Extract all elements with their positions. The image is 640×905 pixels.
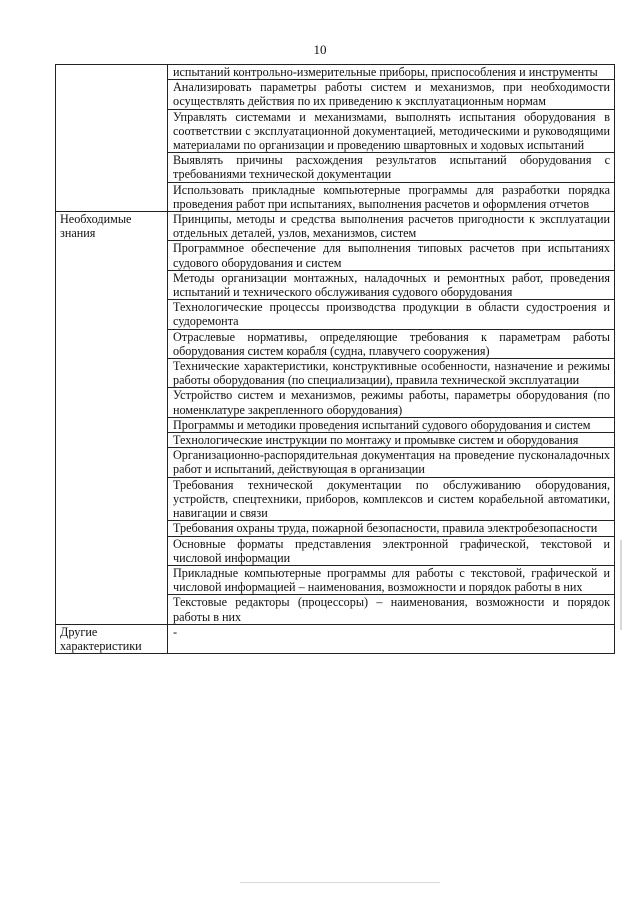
page-number: 10 [313, 42, 327, 57]
requirement-item-cell: Технические характеристики, конструктивные особенности, назначение и режимы работы оборудования (по специализации), правила технической эксплуатации [168, 359, 615, 388]
row-label-cell: Необходимые знания [56, 212, 168, 625]
requirement-item-cell: Программное обеспечение для выполнения типовых расчетов при испытаниях судового оборудования и систем [168, 241, 615, 270]
requirement-item-cell: Устройство систем и механизмов, режимы работы, параметры оборудования (по номенклатуре закрепленного оборудования) [168, 388, 615, 417]
requirement-item-cell: испытаний контрольно-измерительные приборы, приспособления и инструменты [168, 65, 615, 80]
scan-artifact [620, 540, 622, 630]
requirement-item-cell: Использовать прикладные компьютерные программы для разработки порядка проведения работ при испытаниях, выполнения расчетов и оформления отчетов [168, 182, 615, 211]
requirement-item-cell: Методы организации монтажных, наладочных и ремонтных работ, проведения испытаний и технического обслуживания судового оборудования [168, 270, 615, 299]
requirement-item-cell: Принципы, методы и средства выполнения расчетов пригодности к эксплуатации отдельных деталей, узлов, механизмов, систем [168, 212, 615, 241]
requirement-item-cell: Требования охраны труда, пожарной безопасности, правила электробезопасности [168, 521, 615, 536]
requirement-item-cell: Анализировать параметры работы систем и механизмов, при необходимости осуществлять действия по их приведению к эксплуатационным нормам [168, 80, 615, 109]
requirements-table-body [56, 65, 615, 654]
table-row [56, 65, 615, 80]
requirement-item-cell: Требования технической документации по обслуживанию оборудования, устройств, спецтехники, приборов, комплексов и систем корабельной автоматики, навигации и связи [168, 477, 615, 521]
requirement-item-cell: - [168, 624, 615, 653]
requirement-item-cell: Прикладные компьютерные программы для работы с текстовой, графической и числовой информацией – наименования, возможности и порядок работы в них [168, 565, 615, 594]
requirements-table [55, 64, 615, 654]
row-label-cell: Другие характеристики [56, 624, 168, 653]
requirement-item-cell: Технологические процессы производства продукции в области судостроения и судоремонта [168, 300, 615, 329]
requirement-item-cell: Организационно-распорядительная документация на проведение пусконаладочных работ и испытаний, действующая в организации [168, 448, 615, 477]
requirement-item-cell: Отраслевые нормативы, определяющие требования к параметрам работы оборудования систем корабля (судна, плавучего сооружения) [168, 329, 615, 358]
requirement-item-cell: Выявлять причины расхождения результатов испытаний оборудования с требованиями технической документации [168, 153, 615, 182]
requirement-item-cell: Программы и методики проведения испытаний судового оборудования и систем [168, 417, 615, 432]
table-row [56, 624, 615, 653]
requirement-item-cell: Текстовые редакторы (процессоры) – наименования, возможности и порядок работы в них [168, 595, 615, 624]
requirement-item-cell: Управлять системами и механизмами, выполнять испытания оборудования в соответствии с эксплуатационной документацией, методическими и руководящими материалами по организации и проведению швартовных и ходовых испытаний [168, 109, 615, 153]
scan-artifact [240, 882, 440, 883]
requirement-item-cell: Технологические инструкции по монтажу и промывке систем и оборудования [168, 433, 615, 448]
row-label-cell [56, 65, 168, 212]
table-row [56, 212, 615, 241]
requirement-item-cell: Основные форматы представления электронной графической, текстовой и числовой информации [168, 536, 615, 565]
